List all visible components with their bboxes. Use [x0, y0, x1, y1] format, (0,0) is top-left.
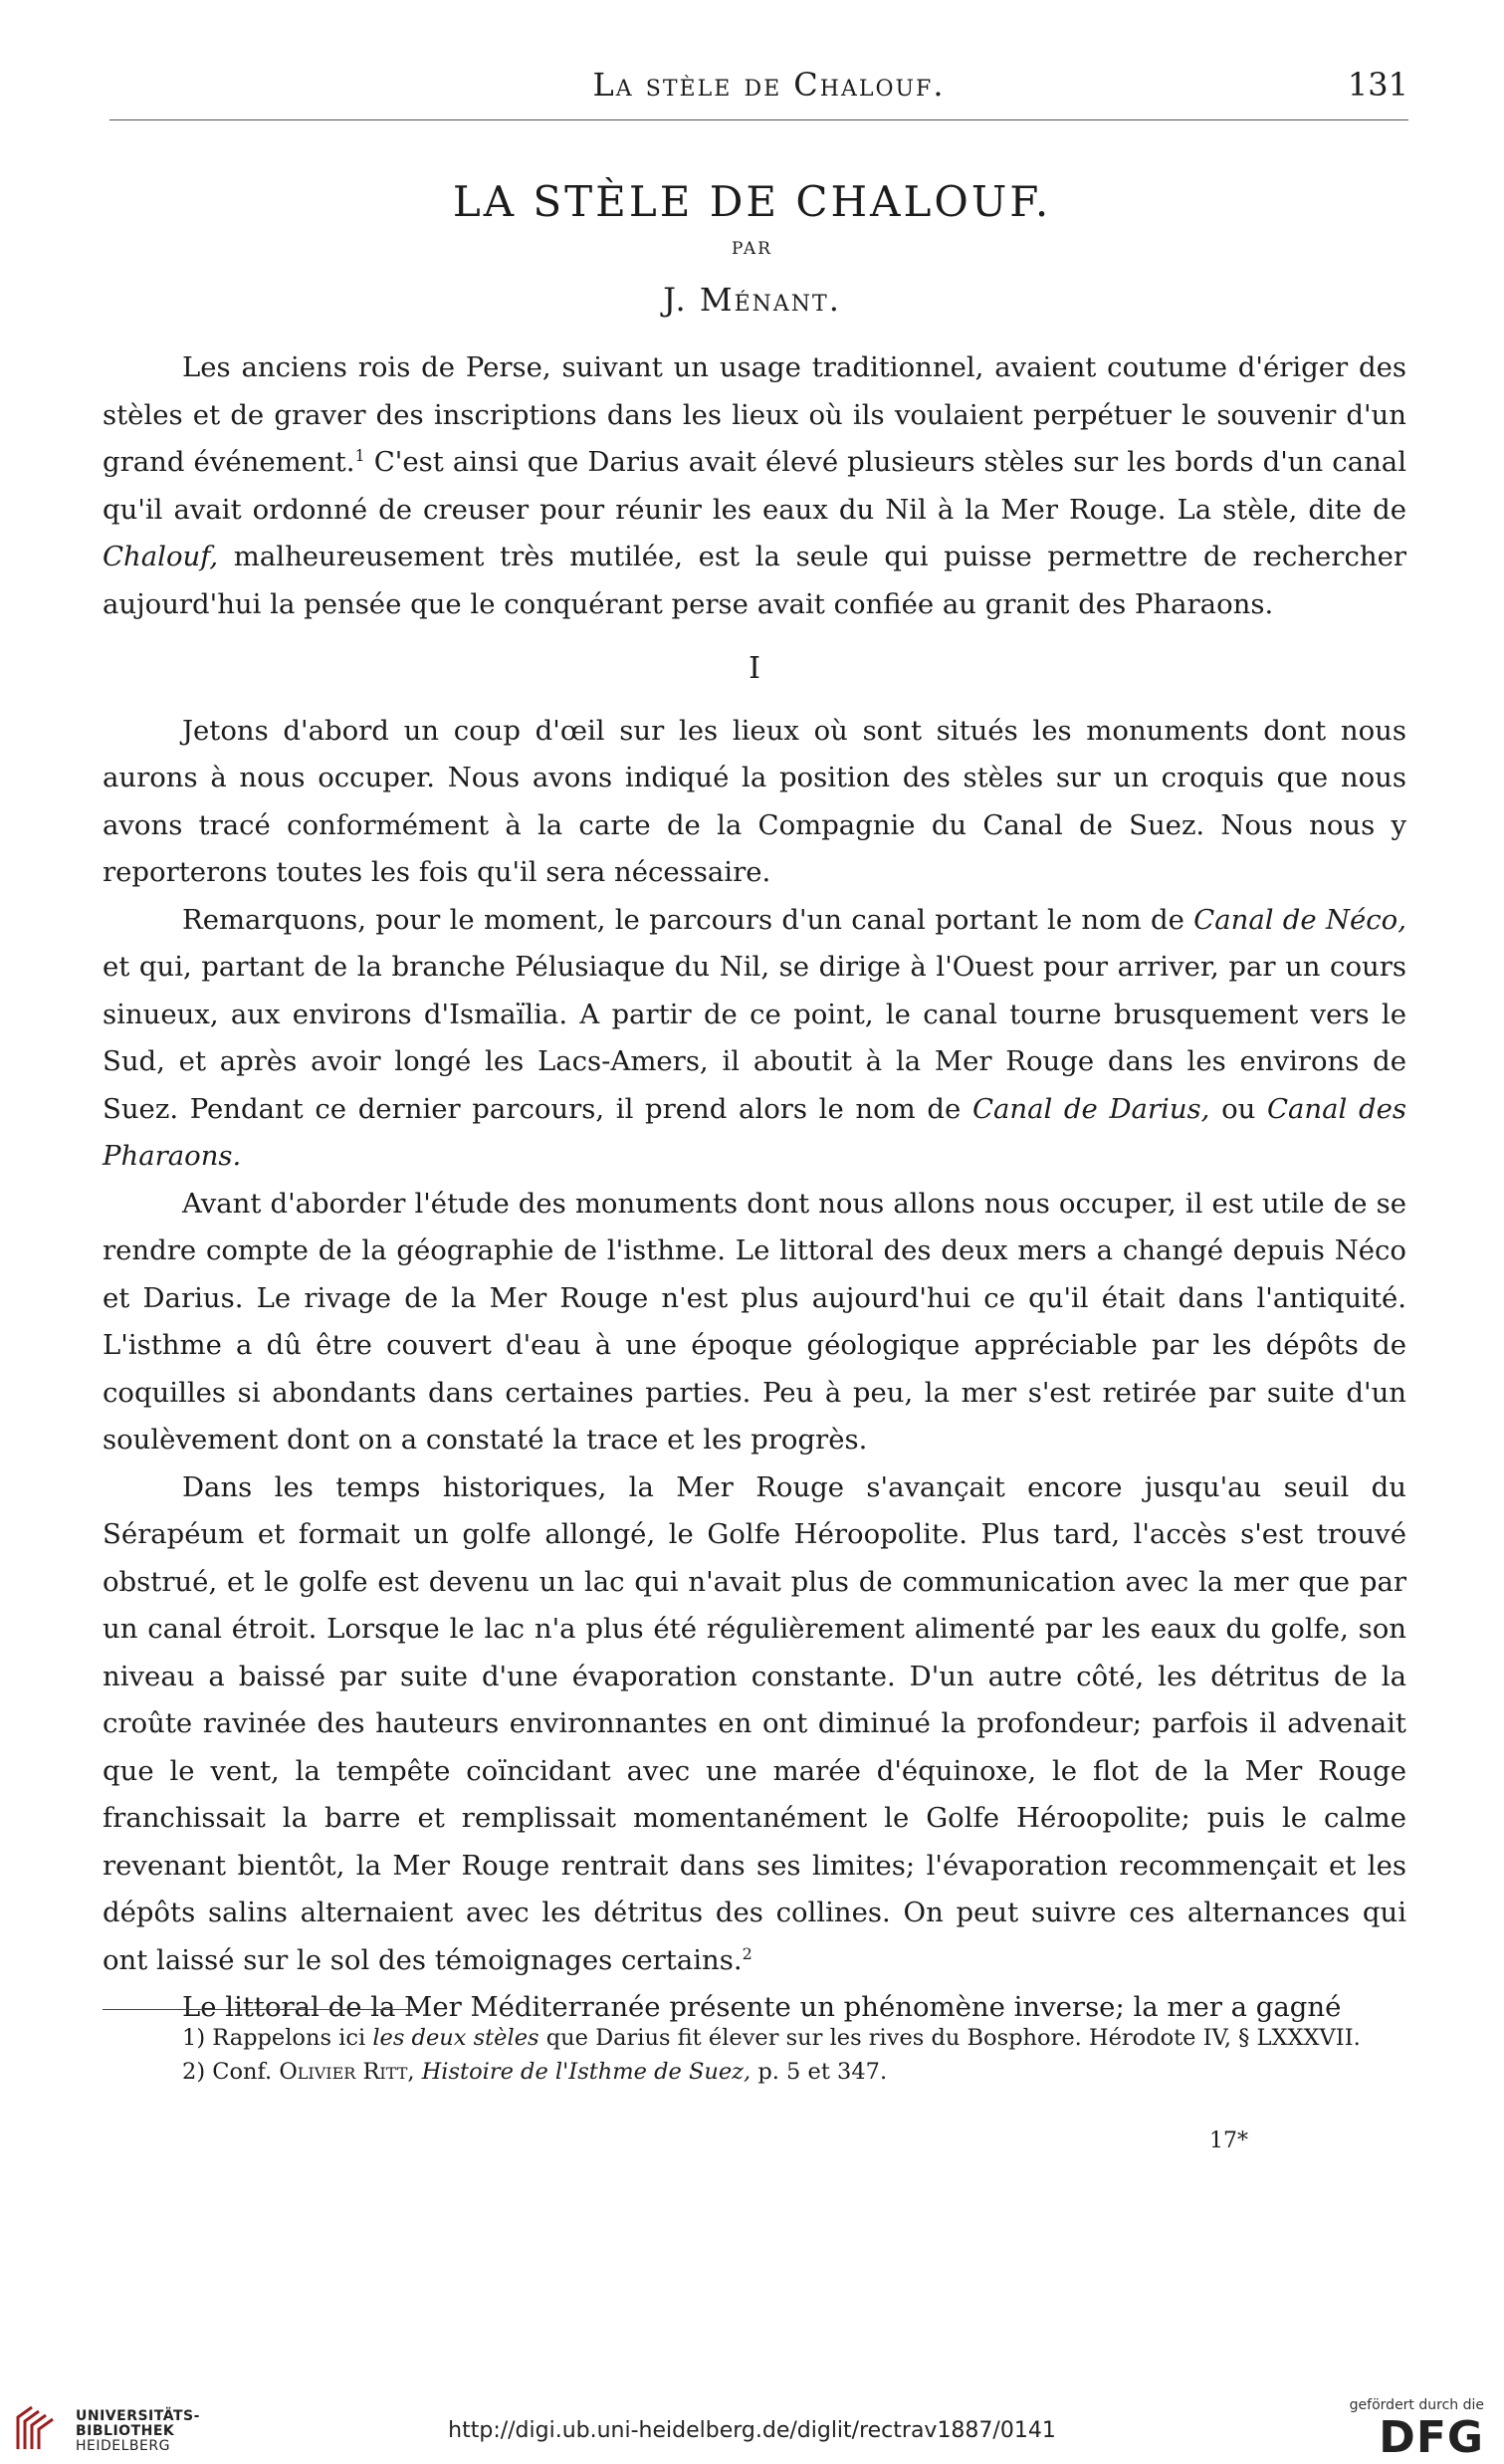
paragraph-3-italic-1: Canal de Néco,	[1193, 903, 1406, 936]
paragraph-5	[103, 1464, 1406, 1985]
library-name-line-3: HEIDELBERG	[76, 2438, 170, 2454]
signature-mark: 17*	[1209, 2128, 1248, 2153]
article-title: LA STÈLE DE CHALOUF.	[452, 177, 1052, 226]
paragraph-5-a: Dans les temps historiques, la Mer Rouge s'avançait encore jusqu'au seuil du Sérapéum et formait un golfe allongé, le Golfe Héroopolite. Plus tard, l'accès s'est trouvé obstrué, et le golfe est devenu un lac qui n'avait plus de communication avec la mer que par un canal étroit. Lorsque le lac n'a plus été régulièrement alimenté par les eaux du golfe, son niveau a baissé par suite d'une évaporation constante. D'un autre côté, les détritus de la croûte ravinée des hauteurs environnantes en ont diminué la profondeur; parfois il advenait que le vent, la tempête coïncidant avec une marée d'équinoxe, le flot de la Mer Rouge franchissait la barre et remplissait momentanément le Golfe Héroopolite; puis le calme revenant bientôt, la Mer Rouge rentrait dans ses limites; l'évaporation recommençait et les dépôts salins alternaient avec les détritus des collines. On peut suivre ces alternances qui ont laissé sur le sol des témoignages certains.	[103, 1470, 1406, 1976]
header-rule	[109, 119, 1408, 120]
paragraph-1-a: Les anciens rois de Perse, suivant un usage traditionnel, avaient coutume d'ériger des stèles et de graver des inscriptions dans les lieux où ils voulaient perpétuer le souvenir d'un grand événement.	[103, 351, 1406, 478]
running-head	[129, 66, 1408, 110]
library-name-line-1: UNIVERSITÄTS-	[76, 2408, 200, 2424]
paragraph-3-italic-3: Canal des Pharaons.	[103, 1092, 1406, 1172]
footnote-2-italic: Histoire de l'Isthme de Suez,	[421, 2059, 752, 2085]
page-number: 131	[1347, 66, 1408, 104]
paragraph-1-c: malheureusement très mutilée, est la seule qui puisse permettre de rechercher aujourd'hui la pensée que le conquérant perse avait confiée au granit des Pharaons.	[103, 541, 1406, 620]
author-name: J. Ménant.	[663, 281, 841, 319]
footnote-1-a: 1) Rappelons ici	[182, 2025, 373, 2051]
paragraph-3-a: Remarquons, pour le moment, le parcours d'un canal portant le nom de	[182, 903, 1194, 936]
footer-band	[0, 2389, 1504, 2464]
footnotes	[103, 2021, 1406, 2089]
paragraph-1-b: C'est ainsi que Darius avait élevé plusieurs stèles sur les bords d'un canal qu'il avait ordonné de creuser pour réunir les eaux du Nil à la Mer Rouge. La stèle, dite de	[103, 446, 1406, 526]
source-url-link[interactable]: http://digi.ub.uni-heidelberg.de/diglit/rectrav1887/0141	[448, 2418, 1056, 2443]
footnote-ref-1: 1	[354, 445, 365, 465]
paragraph-6: Le littoral de la Mer Méditerranée présente un phénomène inverse; la mer a gagné	[182, 1991, 1342, 2023]
paragraph-3-italic-2: Canal de Darius,	[971, 1092, 1210, 1125]
dfg-logo: DFG	[1379, 2412, 1484, 2463]
footnote-rule	[103, 2009, 416, 2010]
paragraph-3-b: et qui, partant de la branche Pélusiaque du Nil, se dirige à l'Ouest pour arriver, par un cours sinueux, aux environs d'Ismaïlia. A partir de ce point, le canal tourne brusquement vers le Sud, et après avoir longé les Lacs-Amers, il aboutit à la Mer Rouge dans les environs de Suez. Pendant ce dernier parcours, il prend alors le nom de	[103, 951, 1406, 1125]
paragraph-1-italic: Chalouf,	[103, 541, 219, 572]
running-title: La stèle de Chalouf.	[592, 66, 946, 104]
paragraph-3-c: ou	[1209, 1092, 1267, 1125]
paragraph-3	[103, 897, 1406, 1181]
section-number: I	[749, 651, 760, 686]
paragraph-2: Jetons d'abord un coup d'œil sur les lieux où sont situés les monuments dont nous aurons à nous occuper. Nous avons indiqué la position des stèles sur un croquis que nous avons tracé conformément à la carte de la Compagnie du Canal de Suez. Nous nous y reporterons toutes les fois qu'il sera nécessaire.	[103, 714, 1406, 888]
dfg-caption: gefördert durch die	[1349, 2397, 1484, 2413]
footnote-1-b: que Darius fit élever sur les rives du Bosphore. Hérodote IV, § LXXXVII.	[538, 2025, 1361, 2051]
footnote-1	[103, 2021, 1406, 2055]
paragraph-1	[103, 344, 1406, 628]
body-text	[103, 344, 1406, 2032]
footnote-2	[103, 2055, 1406, 2089]
footnote-2-b: p. 5 et 347.	[751, 2059, 888, 2085]
byline-par: PAR	[732, 239, 772, 259]
footnote-2-a: 2) Conf.	[182, 2059, 280, 2085]
library-name-line-2: BIBLIOTHEK	[76, 2423, 175, 2439]
paragraph-4: Avant d'aborder l'étude des monuments dont nous allons nous occuper, il est utile de se rendre compte de la géographie de l'isthme. Le littoral des deux mers a changé depuis Néco et Darius. Le rivage de la Mer Rouge n'est plus aujourd'hui ce qu'il était dans l'antiquité. L'isthme a dû être couvert d'eau à une époque géologique appréciable par les dépôts de coquilles si abondants dans certaines parties. Peu à peu, la mer s'est retirée par suite d'un soulèvement dont on a constaté la trace et les progrès.	[103, 1187, 1406, 1456]
footnote-2-author: Olivier Ritt,	[279, 2059, 415, 2085]
footnote-1-italic: les deux stèles	[372, 2025, 539, 2051]
footnote-ref-2: 2	[742, 1943, 752, 1963]
